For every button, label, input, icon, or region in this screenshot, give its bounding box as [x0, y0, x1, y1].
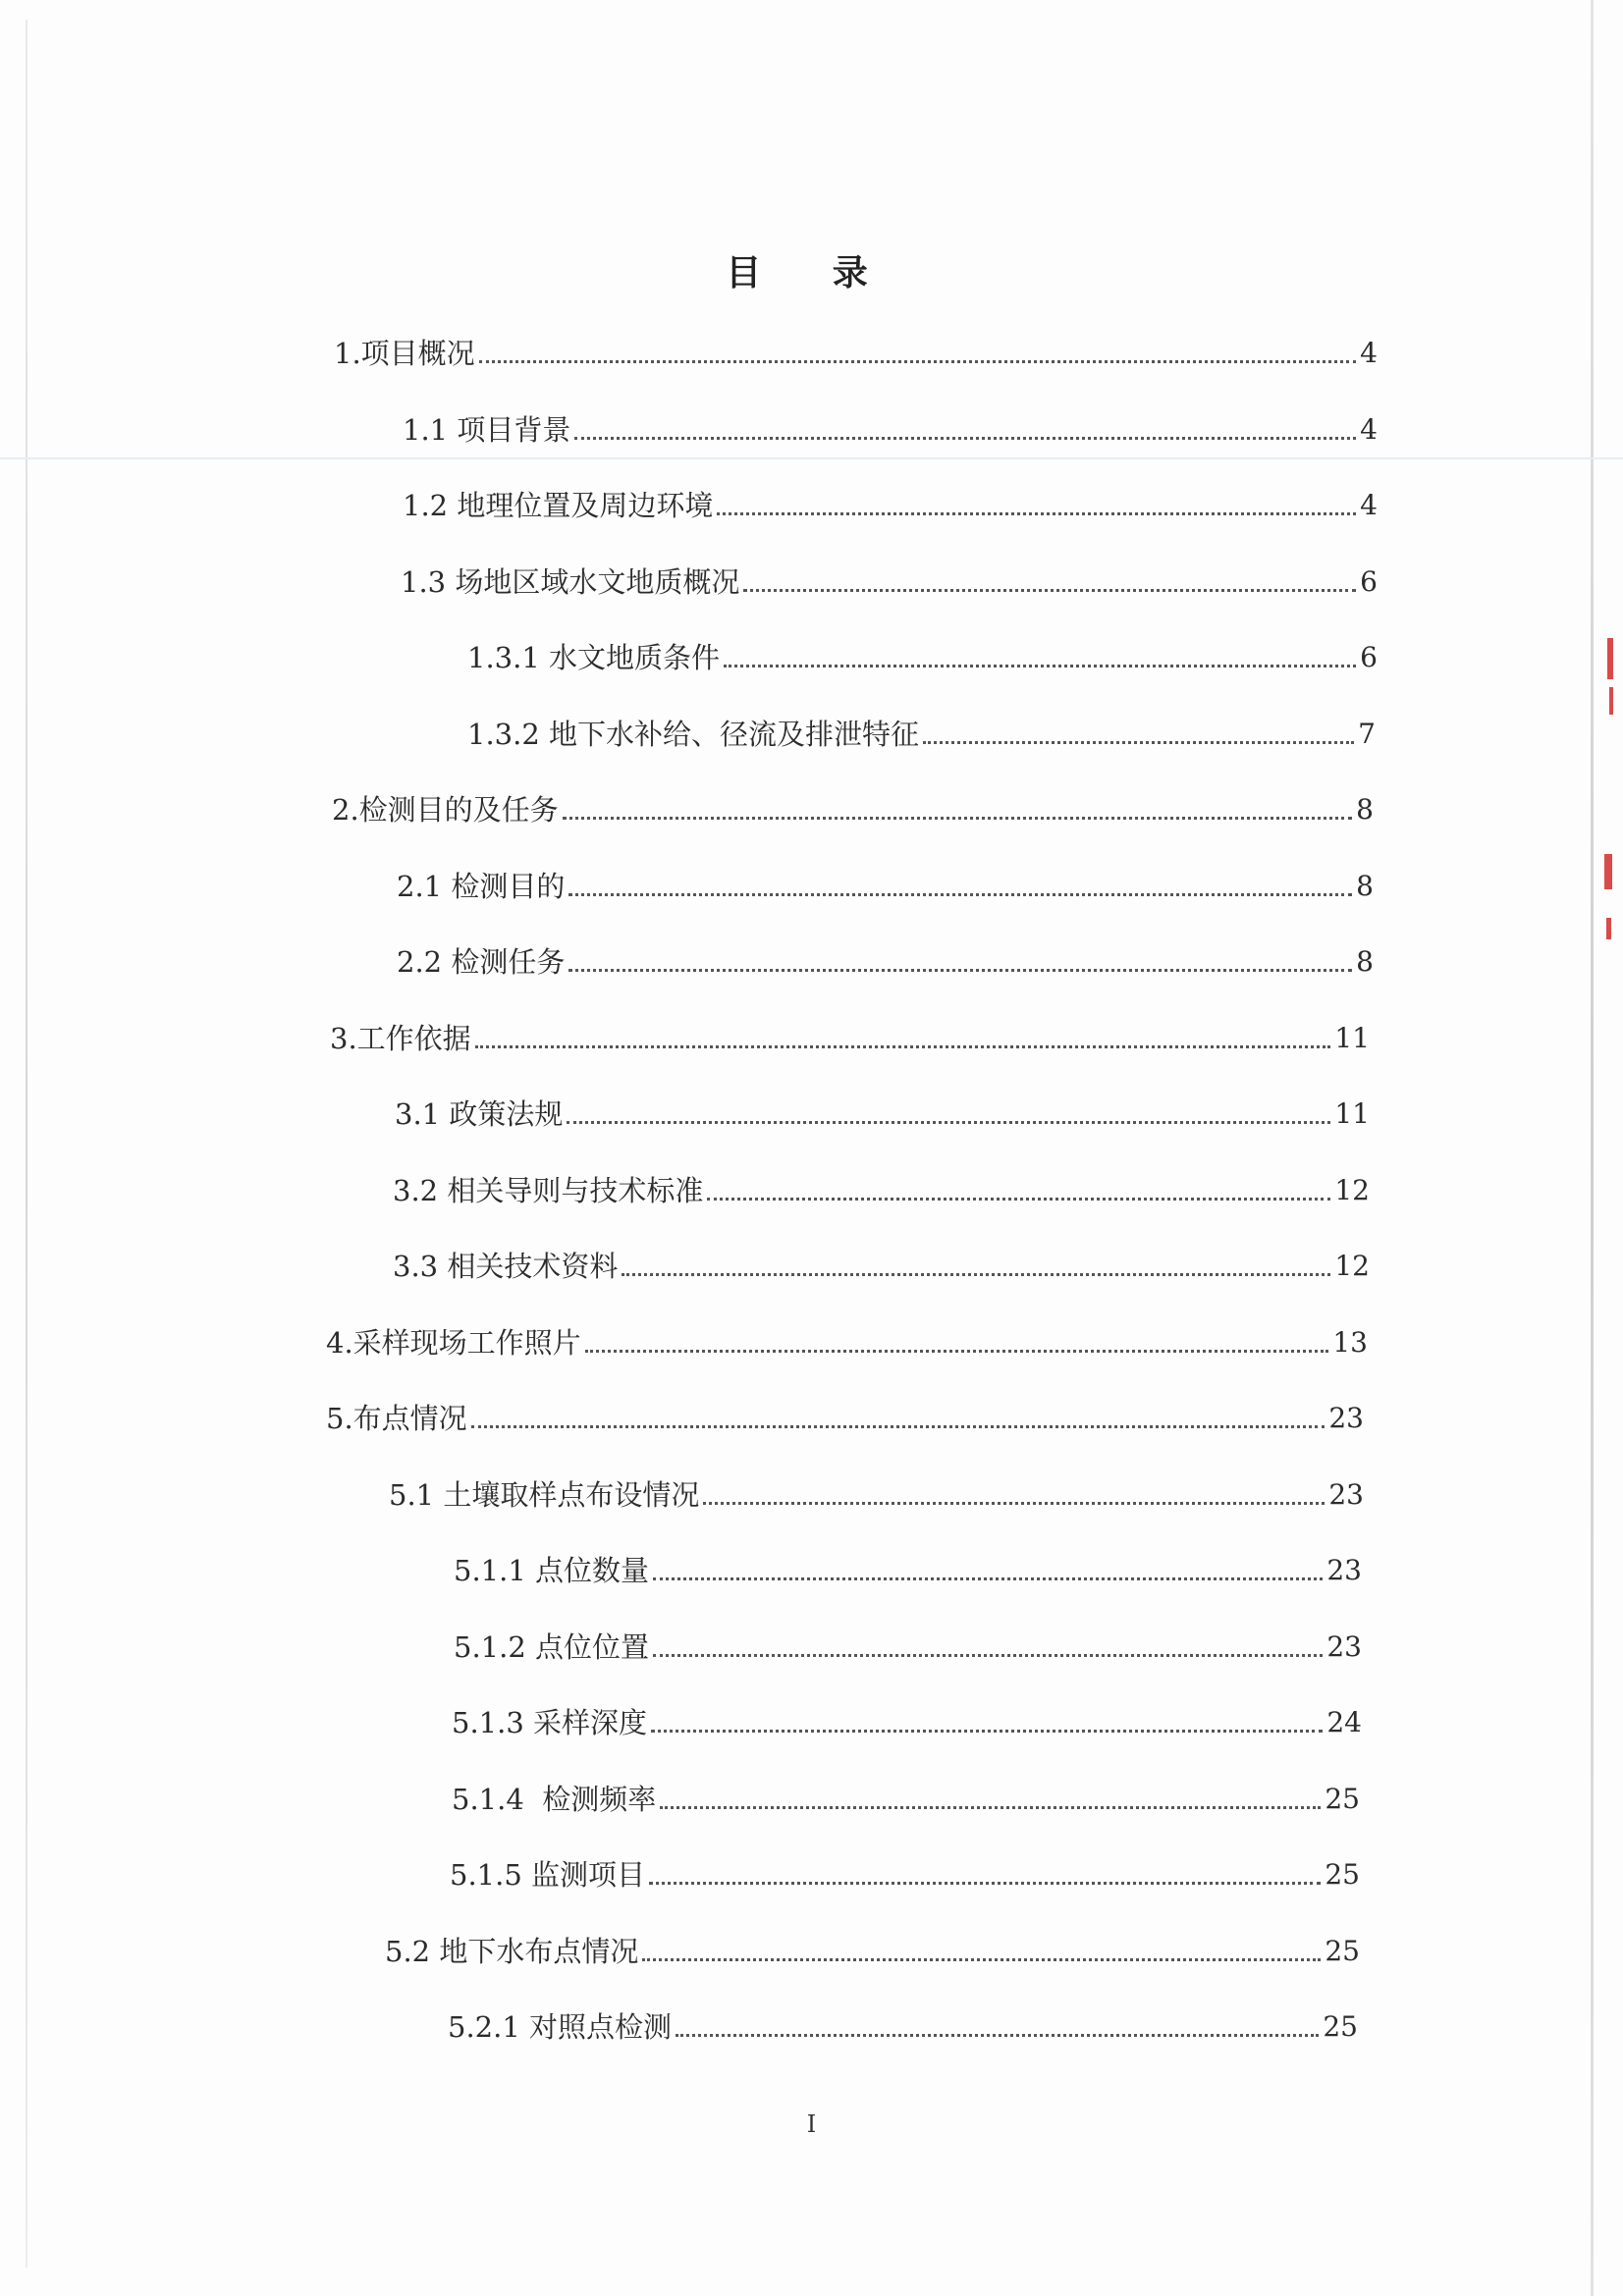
toc-entry-page: 12: [1334, 1250, 1370, 1282]
footer-page-number: I: [806, 2110, 817, 2138]
toc-entry[interactable]: [403, 410, 1378, 450]
toc-entry-page: 25: [1325, 1783, 1360, 1815]
toc-entry[interactable]: [330, 1019, 1370, 1058]
toc-entry-label: 1.1 项目背景: [403, 413, 571, 447]
toc-entry-label: 3.工作依据: [330, 1022, 471, 1055]
toc-entry-page: 6: [1360, 565, 1378, 598]
toc-entry-label: 1.3 场地区域水文地质概况: [401, 565, 740, 599]
toc-leader-dots: [568, 969, 1352, 972]
toc-leader-dots: [568, 893, 1352, 896]
toc-entry-page: 12: [1334, 1174, 1370, 1206]
toc-leader-dots: [653, 1577, 1323, 1580]
toc-entry[interactable]: [326, 1399, 1364, 1438]
toc-entry-label: 5.1.5 监测项目: [450, 1858, 646, 1892]
toc-entry[interactable]: [334, 334, 1378, 373]
toc-entry-page: 4: [1360, 489, 1378, 521]
toc-leader-dots: [653, 1654, 1323, 1657]
toc-entry[interactable]: [450, 1855, 1360, 1895]
toc-entry[interactable]: [401, 562, 1378, 602]
toc-entry-page: 7: [1358, 718, 1376, 750]
toc-leader-dots: [724, 665, 1356, 667]
toc-leader-dots: [707, 1198, 1330, 1201]
toc-leader-dots: [622, 1273, 1330, 1276]
toc-leader-dots: [563, 817, 1353, 820]
toc-leader-dots: [479, 360, 1357, 363]
toc-entry-label: 5.1.3 采样深度: [452, 1706, 648, 1739]
toc-leader-dots: [574, 437, 1356, 440]
toc-entry[interactable]: [393, 1171, 1370, 1210]
toc-leader-dots: [717, 512, 1356, 515]
toc-entry[interactable]: [452, 1780, 1360, 1819]
toc-entry-page: 8: [1356, 793, 1374, 826]
toc-entry[interactable]: [397, 942, 1374, 982]
toc-entry-label: 5.1.1 点位数量: [454, 1554, 650, 1587]
toc-leader-dots: [585, 1350, 1329, 1353]
toc-entry-label: 2.检测目的及任务: [332, 793, 559, 827]
toc-entry-page: 23: [1328, 1478, 1364, 1511]
toc-entry-label: 5.1.4 检测频率: [452, 1783, 657, 1816]
toc-leader-dots: [676, 2034, 1319, 2037]
toc-leader-dots: [660, 1806, 1321, 1809]
toc-entry[interactable]: [454, 1551, 1362, 1590]
toc-entry-label: 5.布点情况: [326, 1402, 467, 1435]
toc-entry[interactable]: [448, 2007, 1358, 2047]
toc-entry-label: 1.2 地理位置及周边环境: [403, 489, 714, 522]
toc-leader-dots: [642, 1958, 1321, 1961]
toc-entry-page: 8: [1356, 870, 1374, 902]
toc-entry-page: 11: [1334, 1097, 1370, 1130]
toc-entry-page: 4: [1360, 413, 1378, 446]
toc-entry[interactable]: [326, 1323, 1368, 1362]
toc-entry-label: 5.2 地下水布点情况: [385, 1935, 639, 1968]
toc-leader-dots: [703, 1502, 1325, 1505]
toc-entry[interactable]: [389, 1475, 1364, 1515]
toc-entry-label: 5.1 土壤取样点布设情况: [389, 1478, 700, 1512]
toc-entry-page: 23: [1326, 1554, 1362, 1586]
toc-entry[interactable]: [467, 715, 1376, 754]
toc-entry-page: 8: [1356, 945, 1374, 978]
toc-entry-label: 1.3.1 水文地质条件: [467, 641, 721, 674]
toc-entry[interactable]: [454, 1628, 1362, 1667]
toc-entry[interactable]: [403, 486, 1378, 525]
toc-leader-dots: [923, 741, 1354, 744]
toc-entry-label: 1.3.2 地下水补给、径流及排泄特征: [467, 718, 920, 751]
toc-entry-page: 25: [1323, 2010, 1358, 2043]
toc-entry-label: 3.3 相关技术资料: [393, 1250, 619, 1283]
toc-entry-label: 2.2 检测任务: [397, 945, 566, 979]
toc-entry-page: 25: [1325, 1858, 1360, 1891]
toc-entry-label: 5.2.1 对照点检测: [448, 2010, 673, 2044]
toc-entry[interactable]: [385, 1932, 1360, 1971]
toc-entry[interactable]: [332, 790, 1374, 829]
toc-leader-dots: [651, 1730, 1323, 1733]
toc-entry-page: 6: [1360, 641, 1378, 673]
toc-entry-label: 5.1.2 点位位置: [454, 1630, 650, 1664]
toc-leader-dots: [471, 1425, 1325, 1428]
toc-entry-label: 1.项目概况: [334, 337, 475, 370]
toc-entry-page: 13: [1332, 1326, 1368, 1359]
toc-entry-page: 24: [1326, 1706, 1362, 1738]
toc-entry-page: 4: [1360, 337, 1378, 369]
toc-entry-page: 23: [1326, 1630, 1362, 1663]
page-title: 目 录: [726, 253, 897, 294]
toc-entry[interactable]: [395, 1095, 1370, 1134]
toc-entry[interactable]: [393, 1247, 1370, 1286]
toc-leader-dots: [567, 1121, 1330, 1124]
toc-entry[interactable]: [467, 638, 1378, 677]
toc-leader-dots: [743, 589, 1356, 592]
toc-entry-page: 25: [1325, 1935, 1360, 1967]
toc-entry-label: 2.1 检测目的: [397, 870, 566, 903]
toc-leader-dots: [649, 1882, 1321, 1885]
toc-entry[interactable]: [397, 867, 1374, 906]
toc-leader-dots: [475, 1045, 1331, 1048]
toc-entry-label: 3.1 政策法规: [395, 1097, 564, 1131]
toc-entry[interactable]: [452, 1703, 1362, 1742]
toc-entry-page: 11: [1334, 1022, 1370, 1054]
toc-entry-page: 23: [1328, 1402, 1364, 1434]
toc-entry-label: 4.采样现场工作照片: [326, 1326, 581, 1360]
toc-entry-label: 3.2 相关导则与技术标准: [393, 1174, 704, 1207]
